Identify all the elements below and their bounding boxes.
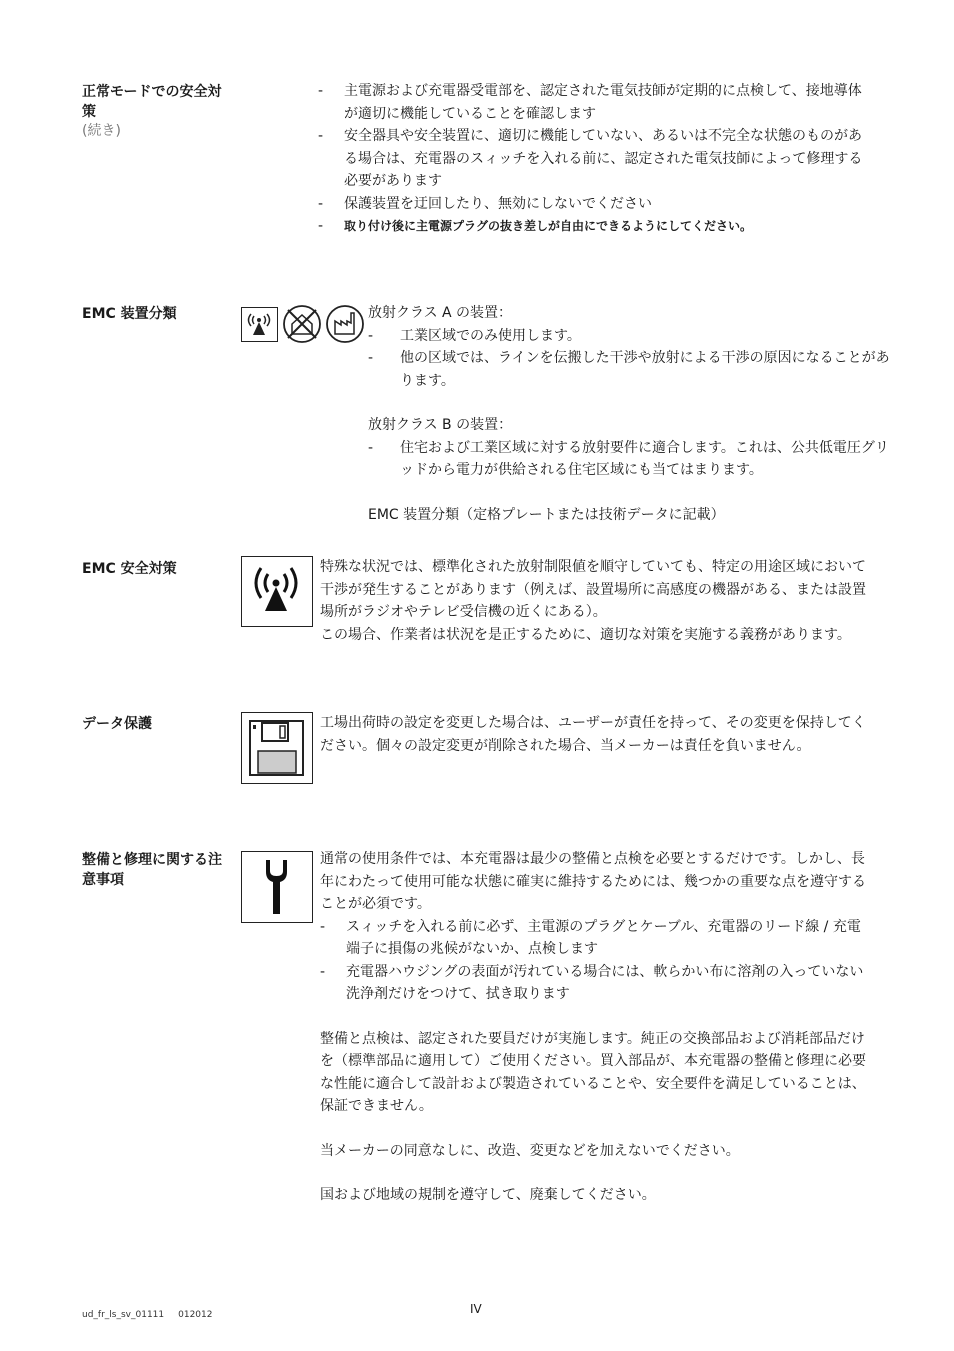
factory-icon <box>325 304 365 344</box>
safety-normal-heading: 正常モードでの安全対策 <box>82 84 222 120</box>
list-item: - 住宅および工業区域に対する放射要件に適合します。これは、公共低電圧グリッドから電力が供給される住宅区域にも当てはまります。 <box>368 439 889 478</box>
emc-safety-heading: EMC 安全対策 <box>82 561 177 577</box>
continued-label: (続き) <box>82 123 121 139</box>
list-item: - 工業区域でのみ使用します。 <box>368 327 581 344</box>
list-item: - 主電源および充電器受電部を、認定された電気技師が定期的に点検して、接地導体が適切に機能していることを確認します <box>318 83 862 122</box>
emc-class-a-radiation-icon <box>241 307 278 342</box>
class-a-title: 放射クラス A の装置： <box>368 305 513 321</box>
emc-class-note: EMC 装置分類（定格プレートまたは技術データに記載） <box>368 506 725 523</box>
maintenance-text <box>320 848 868 1207</box>
list-item: - スィッチを入れる前に必ず、主電源のプラグとケーブル、充電器のリード線 / 充電端子に損傷の兆候がないか、点検します <box>320 918 861 957</box>
data-protection-heading: データ保護 <box>82 716 152 732</box>
list-item: - 保護装置を迂回したり、無効にしないでください <box>318 195 652 212</box>
class-b-title: 放射クラス B の装置： <box>368 417 513 433</box>
list-item: - 充電器ハウジングの表面が汚れている場合には、軟らかい布に溶剤の入っていない洗浄剤だけをつけて、拭き取ります <box>320 963 864 1002</box>
page-number: IV <box>470 1302 482 1316</box>
footer-doc-code: ud_fr_ls_sv_01111 012012 <box>82 1310 213 1320</box>
list-item: - 安全器具や安全装置に、適切に機能していない、あるいは不完全な状態のものがある場合は、充電器のスィッチを入れる前に、認定された電気技師によって修理する必要があります <box>318 128 863 189</box>
emc-class-text <box>368 302 893 526</box>
maintenance-para2: 当メーカーの同意なしに、改造、変更などを加えないでください。 <box>320 1142 740 1159</box>
emc-safety-text: 特殊な状況では、標準化された放射制限値を順守していても、特定の用途区域において干渉が発生することがあります（例えば、設置場所に高感度の機器がある、または設置場所がラジオやテレビ受信機の近くにある）。 この場合、作業者は状況を是正するために、適切な対策を実施する義務があります。 <box>320 559 866 643</box>
crossed-house-icon <box>282 304 322 344</box>
wrench-icon <box>241 851 313 923</box>
floppy-disk-icon <box>241 712 313 784</box>
maintenance-heading: 整備と修理に関する注意事項 <box>82 852 222 888</box>
list-item: - 取り付け後に主電源プラグの抜き差しが自由にできるようにしてください。 <box>318 218 753 234</box>
maintenance-intro: 通常の使用条件では、本充電器は最少の整備と点検を必要とするだけです。しかし、長年にわたって使用可能な状態に確実に維持するためには、幾つかの重要な点を遵守することが必須です。 <box>320 851 866 912</box>
maintenance-para1: 整備と点検は、認定された要員だけが実施します。純正の交換部品および消耗部品だけを（標準部品に適用して）ご使用ください。買入部品が、本充電器の整備と修理に必要な性能に適合して設計および製造されていることや、安全要件を満足していることは、保証できません。 <box>320 1030 866 1114</box>
list-item: - 他の区域では、ラインを伝搬した干渉や放射による干渉の原因になることがあります。 <box>368 350 890 389</box>
emc-class-heading: EMC 装置分類 <box>82 306 177 322</box>
maintenance-para3: 国および地域の規制を遵守して、廃棄してください。 <box>320 1187 656 1203</box>
data-protection-text: 工場出荷時の設定を変更した場合は、ユーザーが責任を持って、その変更を保持してください。個々の設定変更が削除された場合、当メーカーは責任を負いません。 <box>320 715 866 754</box>
safety-normal-list <box>318 80 863 238</box>
radiation-warning-icon <box>241 556 313 627</box>
